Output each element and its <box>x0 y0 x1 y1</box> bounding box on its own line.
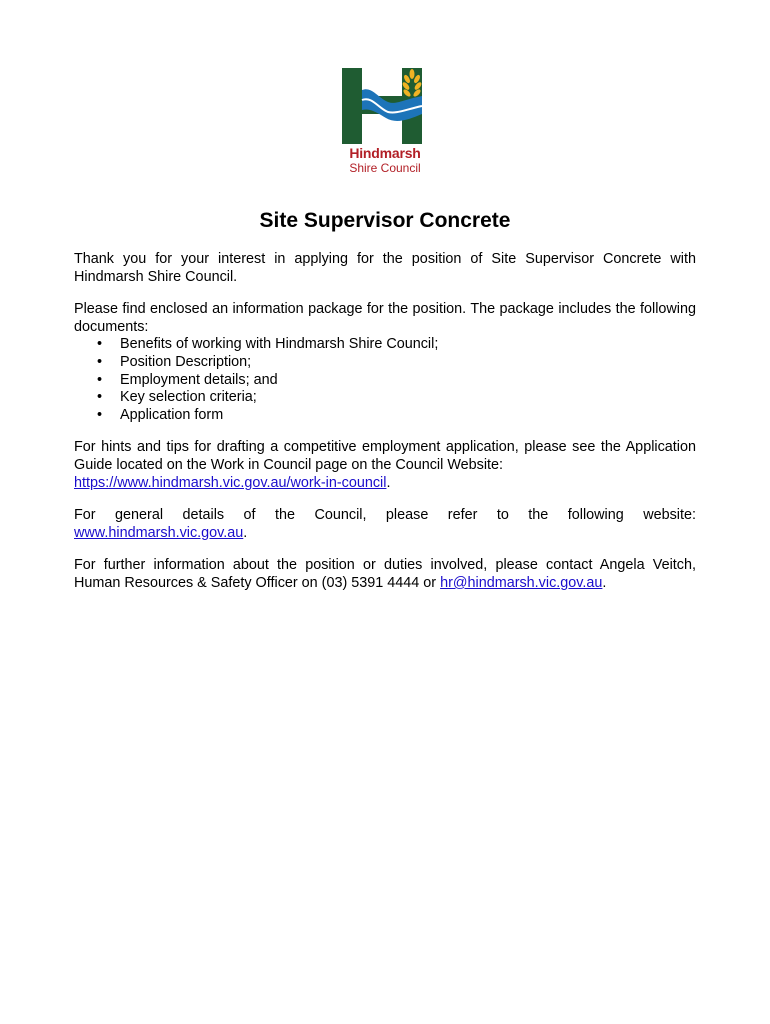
hr-email-link[interactable]: hr@hindmarsh.vic.gov.au <box>440 574 603 591</box>
list-item: • Key selection criteria; <box>97 389 257 406</box>
logo-subtitle: Shire Council <box>349 161 421 175</box>
general-paragraph: For general details of the Council, please refer to the following website: www.hindmarsh.vic.gov.au. <box>74 507 696 541</box>
contact-paragraph: For further information about the position or duties involved, please contact Angela Veitch, Human Resources & Safety Officer on (03) 5391 4444 or hr@hindmarsh.vic.gov.au. <box>74 557 696 591</box>
list-item: • Application form <box>97 406 224 423</box>
page-title: Site Supervisor Concrete <box>259 209 511 232</box>
hints-paragraph: For hints and tips for drafting a competitive employment application, please see the Application Guide located on the Work in Council page on the Council Website: https://www.hindmarsh.vic.gov.au/work-in-council. <box>74 439 696 491</box>
hints-text: For hints and tips for drafting a competitive employment application, please see the Application Guide located on the Work in Council page on the Council Website: <box>74 439 696 473</box>
hindmarsh-logo <box>330 66 440 181</box>
list-item: • Employment details; and <box>97 371 278 388</box>
bullet-icon: • <box>97 371 103 388</box>
intro-paragraph: Thank you for your interest in applying for the position of Site Supervisor Concrete with Hindmarsh Shire Council. <box>74 251 696 285</box>
list-item: • Position Description; <box>97 353 252 370</box>
bullet-icon: • <box>97 353 103 370</box>
document-list <box>74 336 696 424</box>
logo-h-mark-icon <box>330 66 440 146</box>
general-text: For general details of the Council, please refer to the following website: <box>74 507 696 524</box>
contact-text: For further information about the position or duties involved, please contact Angela Veitch, Human Resources & Safety Officer on (03) 5391 4444 or <box>74 557 696 591</box>
work-in-council-link[interactable]: https://www.hindmarsh.vic.gov.au/work-in-council <box>74 474 387 491</box>
council-website-link[interactable]: www.hindmarsh.vic.gov.au <box>74 524 244 541</box>
bullet-icon: • <box>97 406 103 423</box>
letter-body <box>74 251 696 608</box>
list-item: • Benefits of working with Hindmarsh Shire Council; <box>97 336 439 353</box>
bullet-icon: • <box>97 336 103 353</box>
package-lead: Please find enclosed an information package for the position. The package includes the following documents: <box>74 301 696 335</box>
logo-name: Hindmarsh <box>349 145 421 161</box>
bullet-icon: • <box>97 389 103 406</box>
package-section <box>74 301 696 424</box>
